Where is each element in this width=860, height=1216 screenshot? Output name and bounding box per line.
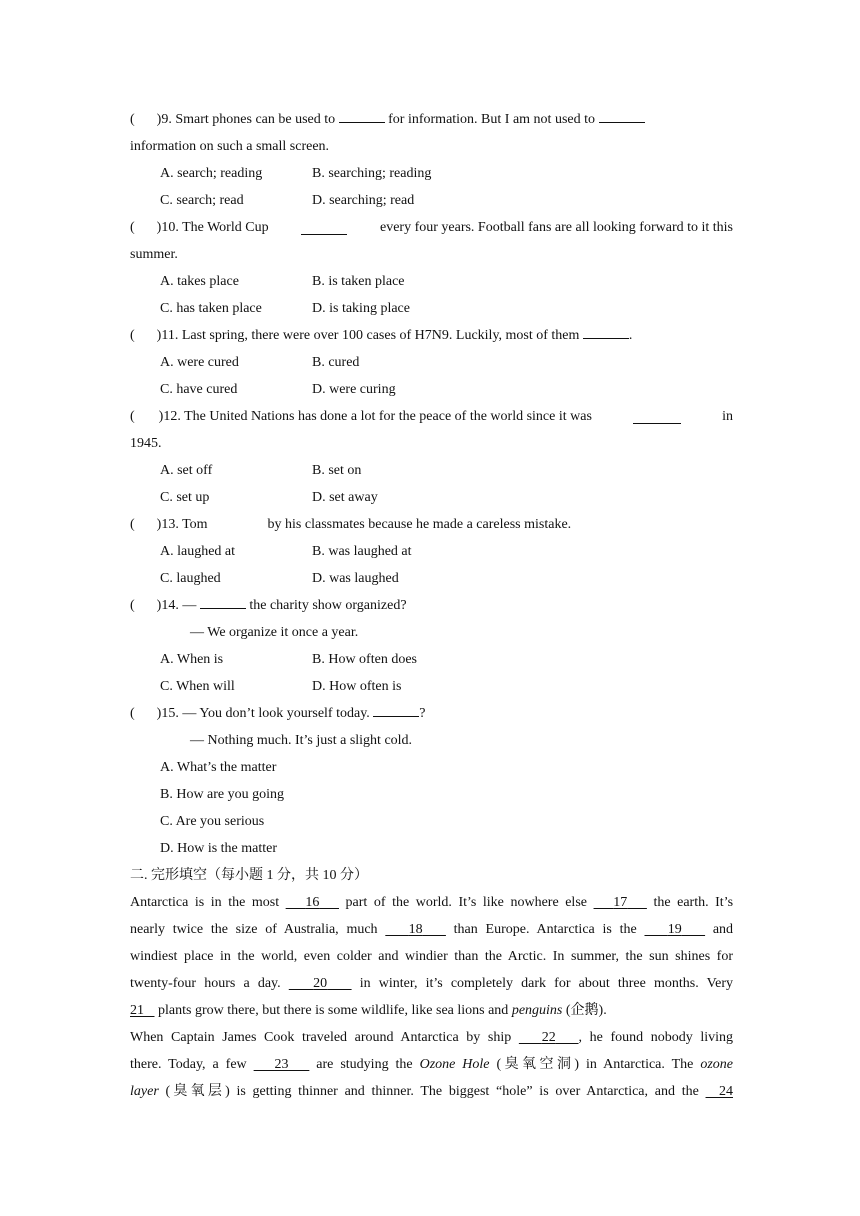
cloze-blank-21[interactable]: 21 xyxy=(130,1003,144,1018)
option-c[interactable]: C. have cured xyxy=(160,382,238,397)
answer-blank[interactable] xyxy=(373,702,419,717)
option-b[interactable]: B. is taken place xyxy=(312,274,405,289)
question-text: information on such a small screen. xyxy=(130,139,330,154)
options-row xyxy=(130,268,733,295)
exam-page xyxy=(130,106,733,1105)
answer-blank[interactable] xyxy=(200,594,246,609)
answer-blank[interactable] xyxy=(583,324,629,339)
question-text: 1945. xyxy=(130,436,162,451)
question-14: ( )14. — the charity show organized? xyxy=(130,592,733,619)
passage-line: When Captain James Cook traveled around Antarctica by ship 22 , he found nobody living xyxy=(130,1030,734,1045)
answer-blank[interactable] xyxy=(339,108,385,123)
question-9: ( )9. Smart phones can be used to for information. But I am not used to xyxy=(130,106,733,133)
option-c[interactable]: C. When will xyxy=(160,679,235,694)
options-row xyxy=(130,484,733,511)
cloze-blank-23[interactable]: 23 xyxy=(274,1057,289,1072)
option-c[interactable]: C. search; read xyxy=(160,193,244,208)
options-row xyxy=(130,295,733,322)
option-a[interactable]: A. What’s the matter xyxy=(160,760,277,775)
option-a[interactable]: A. takes place xyxy=(160,274,239,289)
option-a[interactable]: A. set off xyxy=(160,463,213,478)
option-b[interactable]: B. How are you going xyxy=(160,787,285,802)
answer-blank[interactable] xyxy=(633,409,681,424)
cloze-blank-19[interactable]: 19 xyxy=(667,922,682,937)
options-row xyxy=(130,565,733,592)
options-row xyxy=(130,160,733,187)
option-d[interactable]: D. set away xyxy=(312,490,378,505)
option-d[interactable]: D. How often is xyxy=(312,679,402,694)
passage-line: windiest place in the world, even colder and windier than the Arctic. In summer, the sun shines for xyxy=(130,949,733,964)
passage-line: there. Today, a few 23 are studying the Ozone Hole (臭氧空洞) in Antarctica. The ozone xyxy=(130,1057,733,1072)
cloze-blank-22[interactable]: 22 xyxy=(541,1030,556,1045)
answer-blank[interactable] xyxy=(599,108,645,123)
option-c[interactable]: C. laughed xyxy=(160,571,221,586)
options-row xyxy=(130,187,733,214)
question-15: ( )15. — You don’t look yourself today. ? xyxy=(130,700,733,727)
option-b[interactable]: B. was laughed at xyxy=(312,544,412,559)
cloze-blank-17[interactable]: 17 xyxy=(613,895,628,910)
question-10: ( )10. The World Cup every four years. Football fans are all looking forward to it this xyxy=(130,220,733,235)
cloze-blank-24[interactable]: 24 xyxy=(719,1084,733,1099)
option-a[interactable]: A. were cured xyxy=(160,355,239,370)
option-c[interactable]: C. has taken place xyxy=(160,301,262,316)
options-row xyxy=(130,538,733,565)
dialogue-reply: — We organize it once a year. xyxy=(190,625,359,640)
answer-blank[interactable] xyxy=(301,220,347,235)
options-row xyxy=(130,457,733,484)
passage-line: nearly twice the size of Australia, much 18 than Europe. Antarctica is the 19 and xyxy=(130,922,734,937)
option-c[interactable]: C. set up xyxy=(160,490,210,505)
options-row xyxy=(130,673,733,700)
question-13: ( )13. Tom by his classmates because he made a careless mistake. xyxy=(130,517,572,532)
option-c[interactable]: C. Are you serious xyxy=(160,814,265,829)
cloze-blank-16[interactable]: 16 xyxy=(305,895,320,910)
option-a[interactable]: A. laughed at xyxy=(160,544,236,559)
options-row xyxy=(130,349,733,376)
passage-line: Antarctica is in the most 16 part of the world. It’s like nowhere else 17 the earth. It’s xyxy=(130,895,734,910)
option-b[interactable]: B. How often does xyxy=(312,652,417,667)
option-d[interactable]: D. was laughed xyxy=(312,571,399,586)
option-d[interactable]: D. were curing xyxy=(312,382,396,397)
options-row xyxy=(130,376,733,403)
question-11: ( )11. Last spring, there were over 100 cases of H7N9. Luckily, most of them . xyxy=(130,322,733,349)
question-text: summer. xyxy=(130,247,178,262)
passage-line: twenty-four hours a day. 20 in winter, it’s completely dark for about three months. Very xyxy=(130,976,734,991)
cloze-blank-20[interactable]: 20 xyxy=(313,976,328,991)
option-a[interactable]: A. When is xyxy=(160,652,224,667)
option-b[interactable]: B. cured xyxy=(312,355,360,370)
option-d[interactable]: D. is taking place xyxy=(312,301,410,316)
passage-line: layer (臭氧层) is getting thinner and thinner. The biggest “hole” is over Antarctica, and the 24 xyxy=(130,1084,733,1099)
option-a[interactable]: A. search; reading xyxy=(160,166,263,181)
option-d[interactable]: D. searching; read xyxy=(312,193,415,208)
passage-line: 21 plants grow there, but there is some wildlife, like sea lions and penguins (企鹅). xyxy=(130,1003,607,1018)
question-12: ( )12. The United Nations has done a lot for the peace of the world since it was in xyxy=(130,409,733,424)
dialogue-reply: — Nothing much. It’s just a slight cold. xyxy=(190,733,413,748)
options-row xyxy=(130,646,733,673)
option-b[interactable]: B. set on xyxy=(312,463,362,478)
cloze-blank-18[interactable]: 18 xyxy=(408,922,423,937)
section-heading: 二. 完形填空（每小题 1 分，共 10 分） xyxy=(130,868,368,883)
option-d[interactable]: D. How is the matter xyxy=(160,841,278,856)
option-b[interactable]: B. searching; reading xyxy=(312,166,432,181)
